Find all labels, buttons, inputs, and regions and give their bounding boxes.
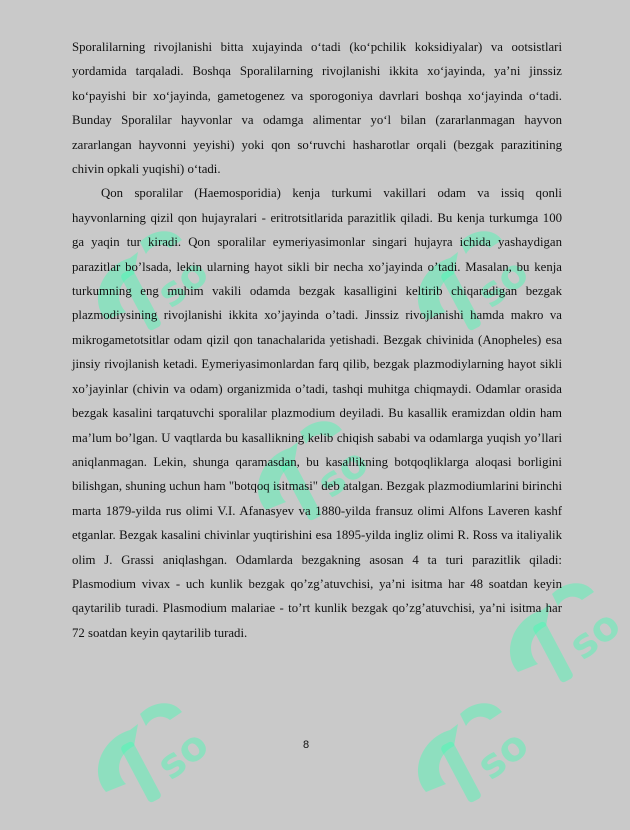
page-number: 8 — [302, 739, 310, 751]
svg-text:so: so — [148, 721, 218, 790]
paragraph-1: Sporalilarning rivojlanishi bitta xujayinda o‘tadi (ko‘pchilik koksidiyalar) va ootsistlari yordamida tarqaladi. Boshqa Sporalilarning rivojlanishi ikkita xo‘jayinda, ya’ni jinssiz ko‘payishi bir xo‘jayinda, gametogenez va sporogoniya davrlari boshqa xo‘jayinda o‘tadi. Bunday Sporalilar hayvonlar va odamga alimentar yo‘l bilan (zararlanmagan hayvon zararlangan hayvonni yeyishi) yoki qon so‘ruvchi hasharotlar orqali (bezgak parazitining chivin opkali yuqishi) o‘tadi. — [72, 40, 562, 177]
svg-text:so: so — [308, 439, 378, 508]
watermark-logo-bottom-left — [78, 680, 218, 830]
svg-text:so: so — [560, 601, 630, 670]
body-text — [72, 35, 562, 645]
watermark-logo-bottom-right — [398, 680, 538, 830]
svg-text:so: so — [468, 249, 538, 318]
paragraph-2: Qon sporalilar (Haemosporidia) kenja turkumi vakillari odam va issiq qonli hayvonlarning qizil qon hujayralari - eritrotsitlarida parazitlik qiladi. Bu kenja turkumga 100 ga yaqin tur kiradi. Qon sporalilar eymeriyasimonlar singari hujayra ichida yashaydigan parazitlar bo’lsada, lekin ularning hayot sikli bir necha xo’jayinda o’tadi. Masalan, bu kenja turkumning eng muhim vakili odamda bezgak kasalligini keltirib chiqaradigan bezgak plazmodiysining rivojlanishi ikkita xo’jayinda o’tadi. Jinssiz rivojlanishi hamda makro va mikrogametotsitlar odam qizil qon tanachalarida yetishadi. Bezgak chivinida (Anopheles) esa jinsiy rivojlanish ketadi. Eymeriyasimonlardan farq qilib, bezgak plazmodiylarning hayot sikli xo’jayinlar (chivin va odam) organizmida o’tadi, tashqi muhitga chiqmaydi. Odamlar orasida bezgak kasalini tarqatuvchi sporalilar plazmodium deyiladi. Bu kasallik eramizdan oldin ham ma’lum bo’lgan. U vaqtlarda bu kasallikning kelib chiqish sababi va odamlarga yuqish yo’llari aniqlanmagan. Lekin, shunga qaramasdan, bu kasallikning botqoqliklarga aloqasi borligini bilishgan, shuning uchun ham "botqoq isitmasi" deb atalgan. Bezgak plazmodiumlarini birinchi marta 1879-yilda rus olimi V.I. Afanasyev va 1880-yilda fransuz olimi Alfons Laveren kashf etganlar. Bezgak kasalini chivinlar yuqtirishini esa 1895-yilda ingliz olimi R. Ross va italiyalik olim J. Grassi aniqlashgan. Odamlarda bezgakning asosan 4 ta turi parazitlik qiladi: Plasmodium vivax - uch kunlik bezgak qo’zg’atuvchisi, ya’ni isitma har 48 soatdan keyin qaytarilib turadi. Plasmodium malariae - to’rt kunlik bezgak qo’zg’atuvchisi, ya’ni isitma har 72 soatdan keyin qaytarilib turadi. — [72, 186, 562, 640]
svg-text:so: so — [148, 249, 218, 318]
svg-text:so: so — [468, 721, 538, 790]
